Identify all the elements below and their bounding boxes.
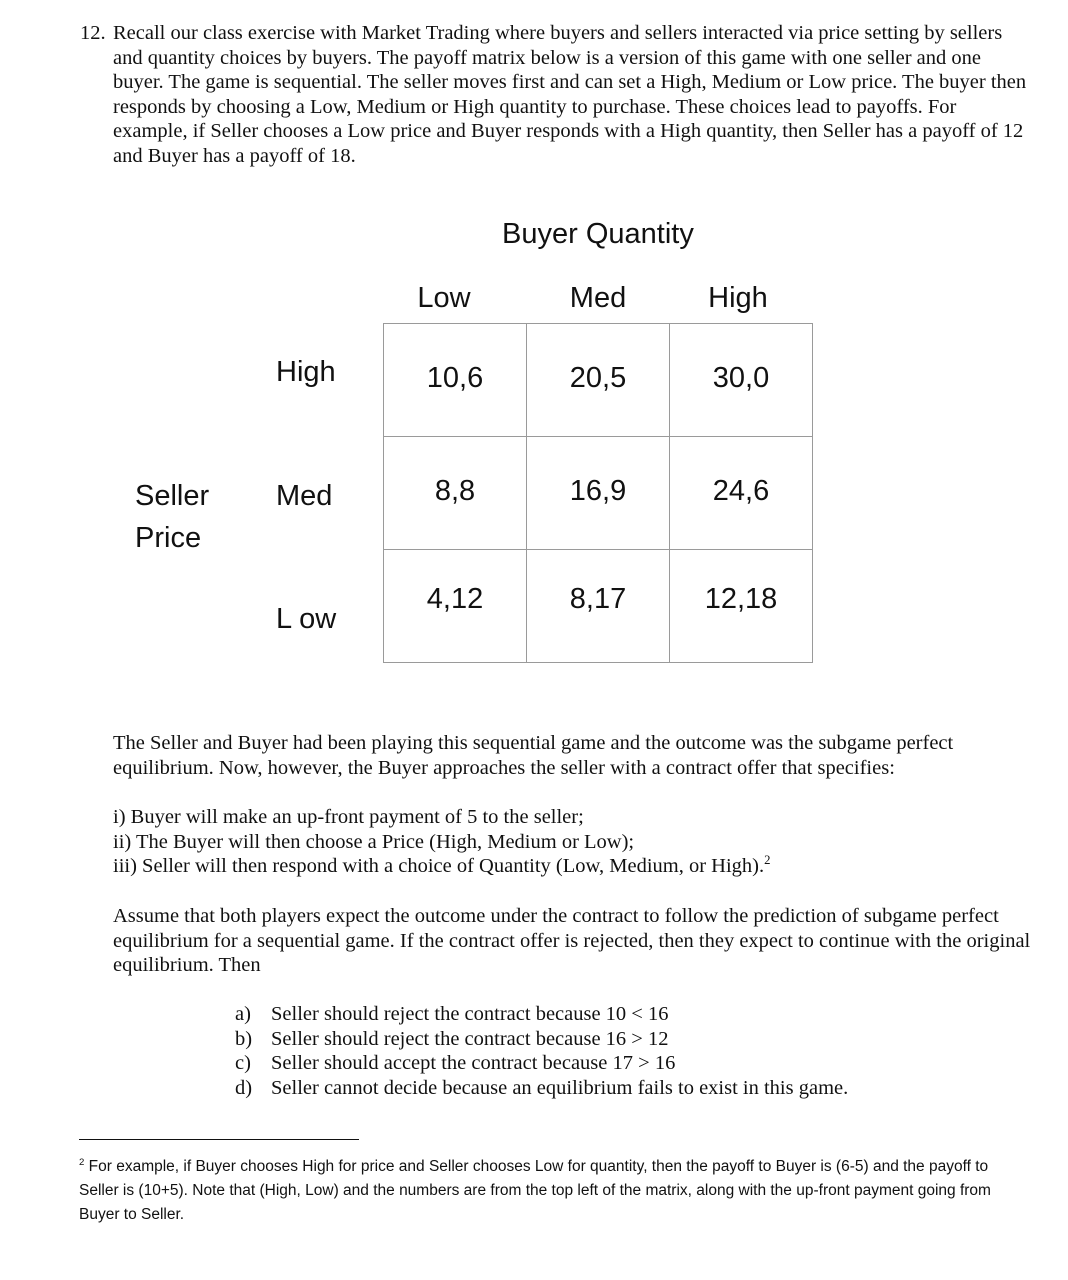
footnote-divider: [79, 1139, 359, 1140]
option-b: [235, 1027, 1015, 1052]
question-12: [80, 21, 1030, 168]
payoff-value: 8,8: [434, 475, 476, 507]
matrix-row-med: [384, 437, 813, 550]
option-label: c): [235, 1052, 251, 1074]
cell-med-high: [670, 437, 813, 550]
contract-term-3: [113, 854, 1043, 879]
payoff-value: 16,9: [569, 475, 627, 507]
footnote: [79, 1155, 1014, 1227]
option-text: Seller cannot decide because an equilibrium fails to exist in this game.: [271, 1076, 849, 1099]
matrix-row-low: [384, 550, 813, 663]
cell-low-low: [384, 550, 527, 663]
payoff-value: 30,0: [712, 362, 770, 394]
seller-label: Seller: [135, 480, 210, 512]
option-label: d): [235, 1076, 253, 1099]
cell-low-med: [527, 550, 670, 663]
footnote-marker: 2: [79, 1156, 85, 1168]
cell-high-high: [670, 324, 813, 437]
question-number: 12.: [80, 22, 106, 44]
buyer-quantity-title: Buyer Quantity: [502, 218, 694, 250]
row-header-high: High: [276, 356, 336, 388]
contract-intro-paragraph: The Seller and Buyer had been playing this sequential game and the outcome was the subgame perfect equilibrium. Now, however, the Buyer approaches the seller with a contract offer that specifies:: [113, 732, 954, 779]
question-text: Recall our class exercise with Market Trading where buyers and sellers interacted via price setting by sellers and quantity choices by buyers. The payoff matrix below is a version of this game with one seller and one buyer. The game is sequential. The seller moves first and can set a High, Medium or Low price. The buyer then responds by choosing a Low, Medium or High quantity to purchase. These choices lead to payoffs. For example, if Seller chooses a Low price and Buyer responds with a High quantity, then Seller has a payoff of 12 and Buyer has a payoff of 18.: [113, 22, 1027, 167]
cell-high-med: [527, 324, 670, 437]
payoff-value: 8,17: [569, 583, 627, 615]
row-header-low: L ow: [276, 603, 337, 635]
option-c: [235, 1051, 1015, 1076]
payoff-value: 12,18: [704, 583, 778, 615]
option-text: Seller should reject the contract because 16 > 12: [271, 1027, 669, 1050]
cell-high-low: [384, 324, 527, 437]
col-header-med: Med: [569, 282, 627, 314]
contract-terms-list: [113, 805, 1043, 879]
cell-med-med: [527, 437, 670, 550]
cell-med-low: [384, 437, 527, 550]
contract-term-1: i) Buyer will make an up-front payment of 5 to the seller;: [113, 806, 584, 828]
col-header-low: Low: [417, 282, 471, 314]
cell-low-high: [670, 550, 813, 663]
option-a: [235, 1002, 1015, 1027]
payoff-value: 10,6: [426, 362, 484, 394]
price-label: Price: [135, 522, 202, 554]
contract-term-3-text: iii) Seller will then respond with a choice of Quantity (Low, Medium, or High).: [113, 855, 765, 877]
assumption-paragraph: Assume that both players expect the outcome under the contract to follow the prediction of subgame perfect equilibrium for a sequential game. If the contract offer is rejected, then they expect to continue with the original equilibrium. Then: [113, 905, 1031, 976]
payoff-value: 24,6: [712, 475, 770, 507]
footnote-text: For example, if Buyer chooses High for price and Seller chooses Low for quantity, then the payoff to Buyer is (6-5) and the payoff to Seller is (10+5). Note that (High, Low) and the numbers are from the top left of the matrix, along with the up-front payment going from Buyer to Seller.: [79, 1158, 991, 1223]
payoff-value: 4,12: [426, 583, 484, 615]
option-text: Seller should accept the contract because 17 > 16: [271, 1052, 676, 1074]
payoff-value: 20,5: [569, 362, 627, 394]
option-label: b): [235, 1027, 253, 1050]
payoff-matrix: [383, 323, 813, 663]
option-d: [235, 1076, 1015, 1101]
option-label: a): [235, 1003, 251, 1025]
matrix-row-high: [384, 324, 813, 437]
col-header-high: High: [708, 282, 768, 314]
contract-term-2: ii) The Buyer will then choose a Price (High, Medium or Low);: [113, 830, 635, 853]
footnote-reference: 2: [764, 853, 771, 868]
option-text: Seller should reject the contract because 10 < 16: [271, 1003, 669, 1025]
answer-options: [235, 1002, 1015, 1100]
row-header-med: Med: [276, 480, 333, 512]
